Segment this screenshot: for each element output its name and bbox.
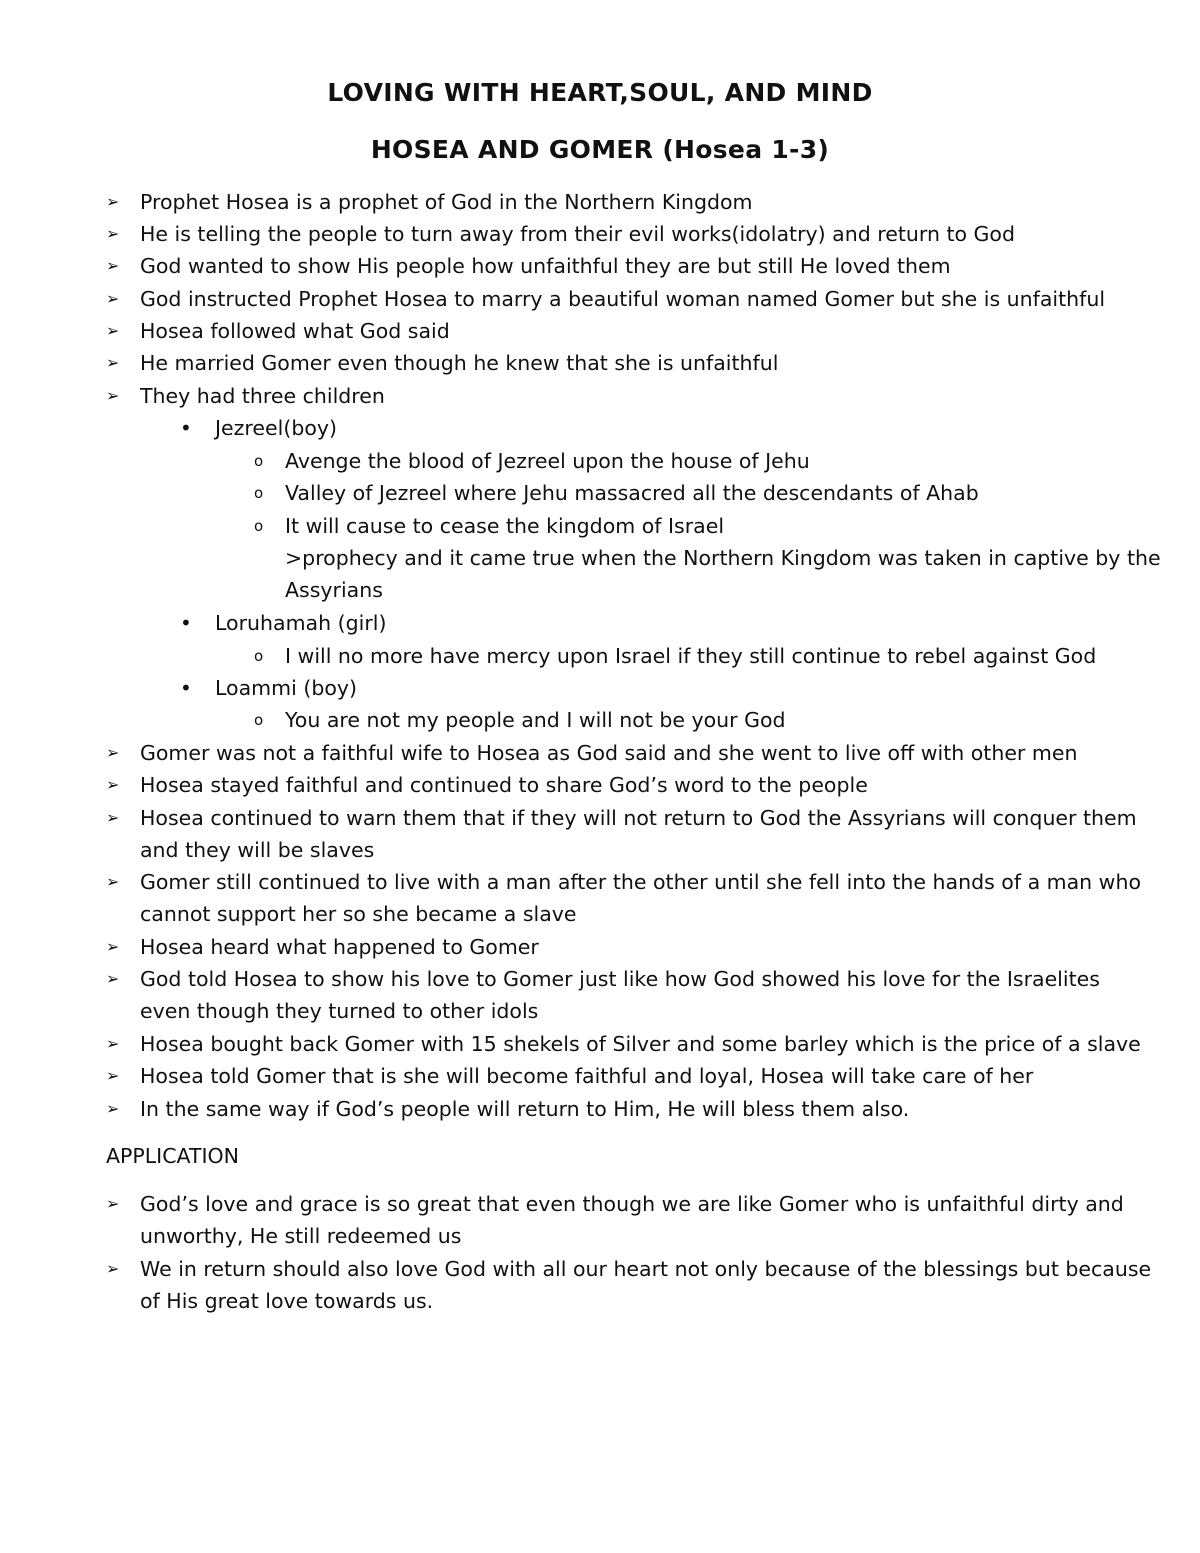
- document-title: LOVING WITH HEART,SOUL, AND MIND: [327, 78, 873, 107]
- application-heading: APPLICATION: [106, 1144, 239, 1168]
- sub-sub-list-item-continued: Assyrians: [285, 578, 383, 602]
- arrow-bullet-icon: ➢: [106, 1259, 120, 1278]
- list-item: Hosea followed what God said: [140, 319, 450, 343]
- arrow-bullet-icon: ➢: [106, 321, 120, 340]
- list-item-continued: cannot support her so she became a slave: [140, 902, 577, 926]
- sub-sub-list-item: Valley of Jezreel where Jehu massacred all the descendants of Ahab: [285, 481, 979, 505]
- arrow-bullet-icon: ➢: [106, 1066, 120, 1085]
- arrow-bullet-icon: ➢: [106, 353, 120, 372]
- list-item-continued: of His great love towards us.: [140, 1289, 434, 1313]
- dot-bullet-icon: •: [180, 611, 192, 635]
- list-item: He married Gomer even though he knew that she is unfaithful: [140, 351, 779, 375]
- list-item: God instructed Prophet Hosea to marry a beautiful woman named Gomer but she is unfaithful: [140, 287, 1106, 311]
- arrow-bullet-icon: ➢: [106, 1034, 120, 1053]
- arrow-bullet-icon: ➢: [106, 969, 120, 988]
- sub-sub-list-item: I will no more have mercy upon Israel if they still continue to rebel against God: [285, 644, 1097, 668]
- list-item: Hosea heard what happened to Gomer: [140, 935, 539, 959]
- document-subtitle: HOSEA AND GOMER (Hosea 1-3): [370, 135, 830, 164]
- sub-sub-list-item: You are not my people and I will not be your God: [285, 708, 786, 732]
- arrow-bullet-icon: ➢: [106, 775, 120, 794]
- arrow-bullet-icon: ➢: [106, 1194, 120, 1213]
- list-item: Hosea stayed faithful and continued to share God’s word to the people: [140, 773, 868, 797]
- list-item: Hosea told Gomer that is she will become faithful and loyal, Hosea will take care of her: [140, 1064, 1034, 1088]
- list-item-continued: unworthy, He still redeemed us: [140, 1224, 462, 1248]
- list-item-continued: even though they turned to other idols: [140, 999, 539, 1023]
- sub-sub-list-item: Avenge the blood of Jezreel upon the house of Jehu: [285, 449, 810, 473]
- list-item: They had three children: [140, 384, 385, 408]
- arrow-bullet-icon: ➢: [106, 872, 120, 891]
- circle-bullet-icon: o: [254, 647, 264, 665]
- list-item: We in return should also love God with all our heart not only because of the blessings but because: [140, 1257, 1152, 1281]
- dot-bullet-icon: •: [180, 676, 192, 700]
- list-item: Hosea bought back Gomer with 15 shekels of Silver and some barley which is the price of a slave: [140, 1032, 1141, 1056]
- list-item-continued: and they will be slaves: [140, 838, 375, 862]
- circle-bullet-icon: o: [254, 484, 264, 502]
- arrow-bullet-icon: ➢: [106, 386, 120, 405]
- sub-sub-list-item: It will cause to cease the kingdom of Israel: [285, 514, 725, 538]
- arrow-bullet-icon: ➢: [106, 256, 120, 275]
- dot-bullet-icon: •: [180, 416, 192, 440]
- list-item: God told Hosea to show his love to Gomer just like how God showed his love for the Israelites: [140, 967, 1100, 991]
- arrow-bullet-icon: ➢: [106, 1099, 120, 1118]
- arrow-bullet-icon: ➢: [106, 224, 120, 243]
- list-item: God wanted to show His people how unfaithful they are but still He loved them: [140, 254, 951, 278]
- list-item: Gomer was not a faithful wife to Hosea as God said and she went to live off with other men: [140, 741, 1078, 765]
- arrow-bullet-icon: ➢: [106, 192, 120, 211]
- list-item: Prophet Hosea is a prophet of God in the Northern Kingdom: [140, 190, 753, 214]
- list-item: Gomer still continued to live with a man after the other until she fell into the hands of a man who: [140, 870, 1141, 894]
- sub-list-item: Loruhamah (girl): [215, 611, 387, 635]
- circle-bullet-icon: o: [254, 452, 264, 470]
- list-item: Hosea continued to warn them that if they will not return to God the Assyrians will conquer them: [140, 806, 1137, 830]
- arrow-bullet-icon: ➢: [106, 808, 120, 827]
- list-item: He is telling the people to turn away from their evil works(idolatry) and return to God: [140, 222, 1015, 246]
- sub-list-item: Loammi (boy): [215, 676, 357, 700]
- arrow-bullet-icon: ➢: [106, 289, 120, 308]
- list-item: God’s love and grace is so great that even though we are like Gomer who is unfaithful dirty and: [140, 1192, 1124, 1216]
- arrow-bullet-icon: ➢: [106, 743, 120, 762]
- circle-bullet-icon: o: [254, 517, 264, 535]
- sub-sub-list-item-continued: >prophecy and it came true when the Northern Kingdom was taken in captive by the: [285, 546, 1161, 570]
- sub-list-item: Jezreel(boy): [215, 416, 337, 440]
- list-item: In the same way if God’s people will return to Him, He will bless them also.: [140, 1097, 910, 1121]
- arrow-bullet-icon: ➢: [106, 937, 120, 956]
- circle-bullet-icon: o: [254, 711, 264, 729]
